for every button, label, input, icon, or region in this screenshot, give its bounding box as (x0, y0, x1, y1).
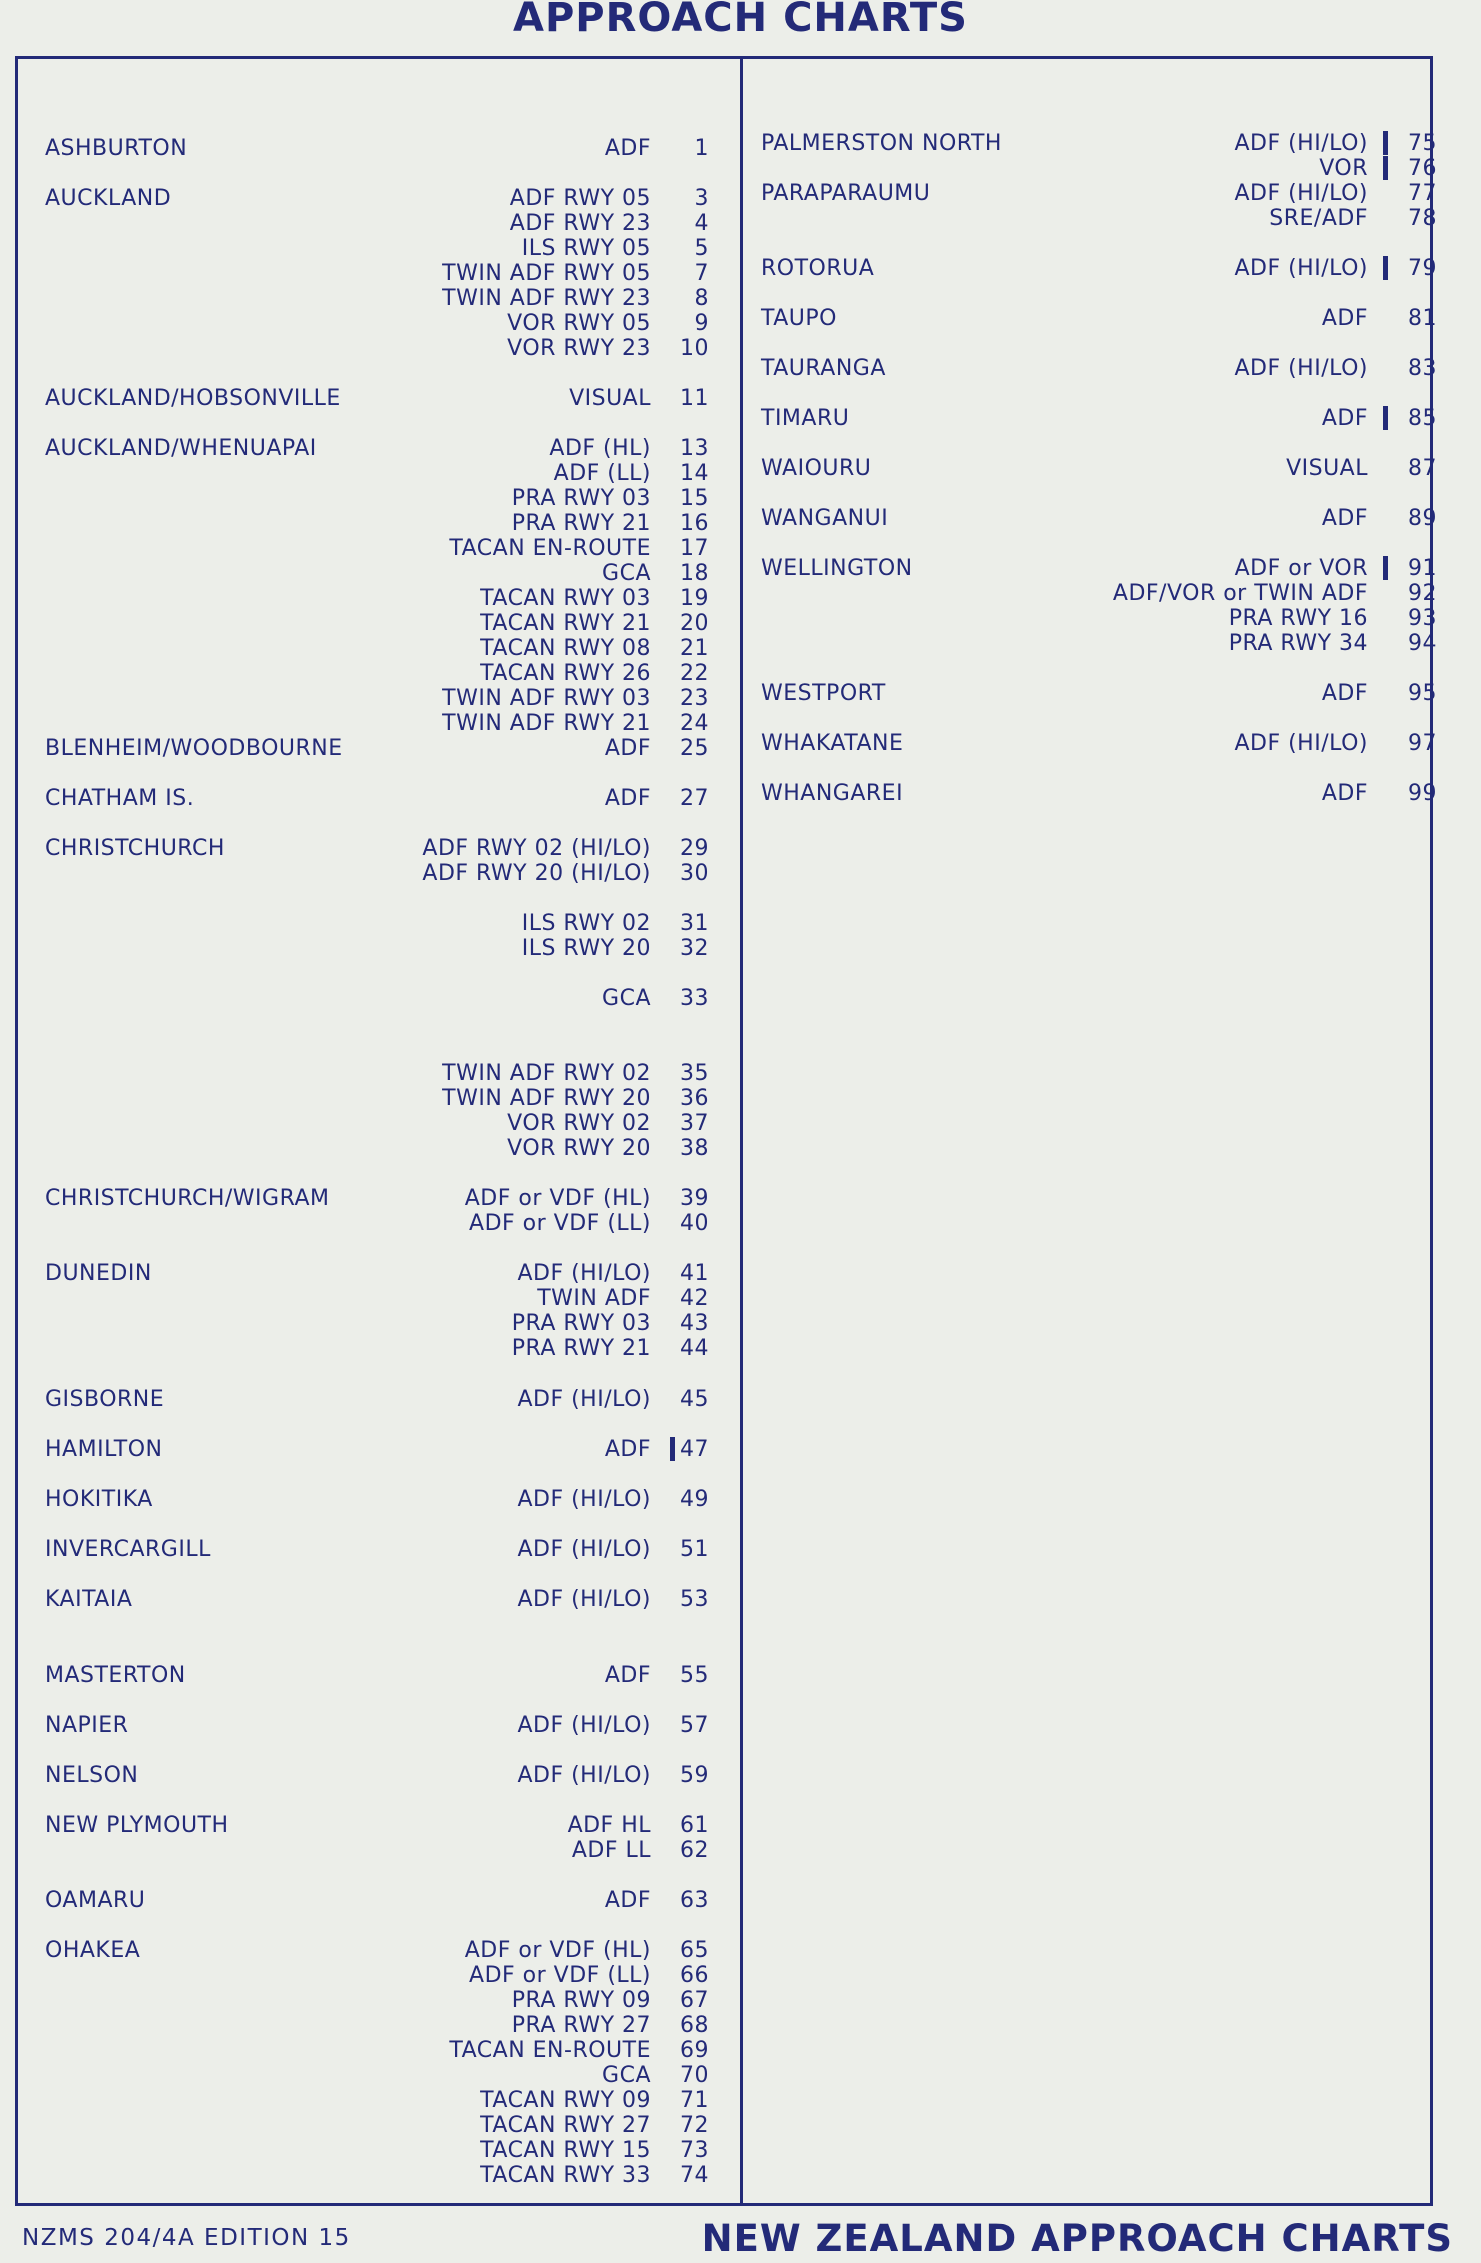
chart-type: ADF RWY 05 (509, 186, 651, 211)
chart-list (0, 1713, 1481, 1738)
chart-type: ADF (604, 786, 651, 811)
chart-row (0, 306, 1481, 331)
chart-list (0, 1587, 1481, 1612)
chart-type: ADF RWY 02 (HI/LO) (422, 836, 651, 861)
chart-row (0, 1988, 1481, 2013)
chart-type: ADF (HI/LO) (1234, 131, 1368, 156)
location-name: INVERCARGILL (45, 1537, 211, 1562)
chart-list (0, 986, 1481, 1011)
chart-row (0, 1387, 1481, 1412)
chart-number: 35 (680, 1061, 709, 1086)
chart-number: 39 (680, 1186, 709, 1211)
chart-row (0, 1663, 1481, 1688)
chart-row (0, 631, 1481, 656)
chart-number: 41 (680, 1261, 709, 1286)
chart-row (0, 1111, 1481, 1136)
chart-type: TWIN ADF RWY 20 (442, 1086, 651, 1111)
chart-list (0, 1387, 1481, 1412)
chart-list (0, 556, 1481, 656)
chart-number: 37 (680, 1111, 709, 1136)
chart-list (0, 1938, 1481, 2188)
chart-type: TACAN RWY 26 (480, 661, 651, 686)
chart-type: ADF (HI/LO) (1234, 181, 1368, 206)
chart-list (0, 1537, 1481, 1562)
chart-number: 57 (680, 1713, 709, 1738)
chart-type: ADF or VDF (HL) (464, 1186, 651, 1211)
chart-type: ADF/VOR or TWIN ADF (1112, 581, 1368, 606)
chart-type: TACAN RWY 08 (480, 636, 651, 661)
chart-number: 63 (680, 1888, 709, 1913)
chart-row (0, 1487, 1481, 1512)
chart-number: 53 (680, 1587, 709, 1612)
chart-number: 47 (680, 1437, 709, 1462)
chart-row (0, 986, 1481, 1011)
chart-type: ADF (HI/LO) (1234, 731, 1368, 756)
chart-row (0, 1938, 1481, 1963)
chart-row (0, 2038, 1481, 2063)
location-name: AUCKLAND/WHENUAPAI (45, 436, 317, 461)
chart-number: 65 (680, 1938, 709, 1963)
chart-list (0, 731, 1481, 756)
chart-number: 33 (680, 986, 709, 1011)
chart-type: VISUAL (569, 386, 651, 411)
chart-number: 20 (680, 611, 709, 636)
chart-row (0, 131, 1481, 156)
chart-list (0, 506, 1481, 531)
amendment-bar (1383, 556, 1388, 580)
chart-row (0, 506, 1481, 531)
chart-type: VOR (1319, 156, 1368, 181)
chart-number: 89 (1408, 506, 1437, 531)
location-name: KAITAIA (45, 1587, 133, 1612)
chart-number: 66 (680, 1963, 709, 1988)
chart-number: 45 (680, 1387, 709, 1412)
location-name: CHRISTCHURCH (45, 836, 225, 861)
chart-list (0, 836, 1481, 886)
chart-number: 81 (1408, 306, 1437, 331)
chart-type: ADF (1321, 506, 1368, 531)
chart-type: VOR RWY 23 (507, 336, 651, 361)
amendment-bar (1383, 156, 1388, 180)
chart-type: TWIN ADF RWY 05 (442, 261, 651, 286)
chart-row (0, 606, 1481, 631)
chart-type: ADF (1321, 306, 1368, 331)
chart-number: 79 (1408, 256, 1437, 281)
chart-row (0, 356, 1481, 381)
chart-list (0, 1261, 1481, 1361)
chart-type: ADF RWY 23 (509, 211, 651, 236)
chart-number: 91 (1408, 556, 1437, 581)
chart-list (0, 681, 1481, 706)
chart-type: PRA RWY 21 (511, 511, 651, 536)
chart-type: ADF (HI/LO) (517, 1587, 651, 1612)
chart-row (0, 181, 1481, 206)
chart-list (0, 1763, 1481, 1788)
location-name: NAPIER (45, 1713, 129, 1738)
chart-list (0, 256, 1481, 281)
chart-type: ADF (HL) (549, 436, 651, 461)
chart-number: 70 (680, 2063, 709, 2088)
chart-type: PRA RWY 16 (1228, 606, 1368, 631)
chart-type: ADF or VOR (1234, 556, 1368, 581)
chart-list (0, 1061, 1481, 1161)
chart-number: 40 (680, 1211, 709, 1236)
chart-number: 87 (1408, 456, 1437, 481)
chart-row (0, 156, 1481, 181)
chart-number: 59 (680, 1763, 709, 1788)
chart-row (0, 456, 1481, 481)
chart-number: 61 (680, 1813, 709, 1838)
chart-type: VISUAL (1286, 456, 1368, 481)
chart-row (0, 1136, 1481, 1161)
chart-number: 71 (680, 2088, 709, 2113)
chart-number: 16 (680, 511, 709, 536)
edition-label: NZMS 204/4A EDITION 15 (22, 2225, 351, 2251)
chart-number: 67 (680, 1988, 709, 2013)
chart-number: 94 (1408, 631, 1437, 656)
chart-row (0, 2138, 1481, 2163)
chart-list (0, 1437, 1481, 1462)
location-name: AUCKLAND/HOBSONVILLE (45, 386, 341, 411)
chart-type: ILS RWY 02 (521, 911, 651, 936)
chart-number: 13 (680, 436, 709, 461)
chart-number: 99 (1408, 781, 1437, 806)
chart-type: TWIN ADF RWY 02 (442, 1061, 651, 1086)
chart-type: TACAN RWY 21 (480, 611, 651, 636)
chart-number: 32 (680, 936, 709, 961)
chart-number: 1 (694, 136, 709, 161)
chart-number: 18 (680, 561, 709, 586)
chart-number: 44 (680, 1336, 709, 1361)
chart-list (0, 181, 1481, 231)
chart-list (0, 1487, 1481, 1512)
chart-list (0, 911, 1481, 961)
chart-row (0, 911, 1481, 936)
chart-number: 7 (694, 261, 709, 286)
chart-number: 31 (680, 911, 709, 936)
chart-row (0, 1838, 1481, 1863)
chart-number: 43 (680, 1311, 709, 1336)
chart-type: TWIN ADF (537, 1286, 651, 1311)
chart-type: SRE/ADF (1269, 206, 1368, 231)
chart-type: ADF or VDF (LL) (469, 1963, 651, 1988)
chart-type: VOR RWY 20 (507, 1136, 651, 1161)
chart-list (0, 781, 1481, 806)
chart-type: TWIN ADF RWY 03 (442, 686, 651, 711)
chart-number: 97 (1408, 731, 1437, 756)
chart-type: TACAN RWY 27 (480, 2113, 651, 2138)
chart-type: PRA RWY 34 (1228, 631, 1368, 656)
location-name: DUNEDIN (45, 1261, 152, 1286)
location-name: WELLINGTON (761, 556, 913, 581)
amendment-bar (1383, 256, 1388, 280)
chart-number: 42 (680, 1286, 709, 1311)
chart-row (0, 1437, 1481, 1462)
chart-type: TACAN RWY 15 (480, 2138, 651, 2163)
chart-type: ADF (604, 1888, 651, 1913)
chart-row (0, 1311, 1481, 1336)
chart-number: 11 (680, 386, 709, 411)
chart-type: ILS RWY 05 (521, 236, 651, 261)
chart-type: TACAN EN-ROUTE (449, 2038, 651, 2063)
location-name: CHATHAM IS. (45, 786, 195, 811)
chart-number: 68 (680, 2013, 709, 2038)
location-name: WESTPORT (761, 681, 886, 706)
chart-row (0, 1963, 1481, 1988)
chart-number: 55 (680, 1663, 709, 1688)
chart-list (0, 406, 1481, 431)
chart-row (0, 1286, 1481, 1311)
chart-type: ADF (1321, 681, 1368, 706)
chart-number: 85 (1408, 406, 1437, 431)
chart-type: ADF or VDF (LL) (469, 1211, 651, 1236)
chart-row (0, 406, 1481, 431)
chart-row (0, 731, 1481, 756)
chart-type: GCA (602, 561, 651, 586)
chart-row (0, 581, 1481, 606)
chart-type: TACAN RWY 03 (480, 586, 651, 611)
chart-type: GCA (602, 986, 651, 1011)
chart-number: 62 (680, 1838, 709, 1863)
chart-type: VOR RWY 02 (507, 1111, 651, 1136)
location-name: AUCKLAND (45, 186, 172, 211)
chart-number: 25 (680, 736, 709, 761)
amendment-bar (670, 1437, 675, 1461)
chart-row (0, 681, 1481, 706)
chart-type: ADF (HI/LO) (517, 1763, 651, 1788)
chart-number: 93 (1408, 606, 1437, 631)
chart-type: ADF (HI/LO) (517, 1261, 651, 1286)
chart-row (0, 2113, 1481, 2138)
chart-row (0, 556, 1481, 581)
chart-row (0, 1186, 1481, 1211)
chart-type: ADF (HI/LO) (1234, 356, 1368, 381)
chart-row (0, 1537, 1481, 1562)
chart-list (0, 306, 1481, 331)
chart-number: 24 (680, 711, 709, 736)
chart-type: ADF RWY 20 (HI/LO) (422, 861, 651, 886)
chart-type: ADF (HI/LO) (517, 1387, 651, 1412)
location-name: GISBORNE (45, 1387, 165, 1412)
chart-type: VOR RWY 05 (507, 311, 651, 336)
chart-row (0, 1763, 1481, 1788)
chart-type: TACAN RWY 09 (480, 2088, 651, 2113)
chart-number: 23 (680, 686, 709, 711)
chart-type: ADF (HI/LO) (517, 1537, 651, 1562)
page-title: APPROACH CHARTS (513, 0, 968, 41)
chart-row (0, 1261, 1481, 1286)
chart-type: ADF (LL) (553, 461, 651, 486)
chart-type: ADF LL (571, 1838, 651, 1863)
chart-number: 3 (694, 186, 709, 211)
chart-list (0, 1186, 1481, 1236)
chart-row (0, 1813, 1481, 1838)
chart-number: 69 (680, 2038, 709, 2063)
chart-number: 21 (680, 636, 709, 661)
location-name: ASHBURTON (45, 136, 188, 161)
chart-row (0, 2163, 1481, 2188)
location-name: BLENHEIM/WOODBOURNE (45, 736, 343, 761)
chart-number: 95 (1408, 681, 1437, 706)
chart-number: 14 (680, 461, 709, 486)
chart-row (0, 2013, 1481, 2038)
chart-type: ADF or VDF (HL) (464, 1938, 651, 1963)
chart-row (0, 861, 1481, 886)
chart-number: 22 (680, 661, 709, 686)
chart-number: 27 (680, 786, 709, 811)
chart-type: TACAN RWY 33 (480, 2163, 651, 2188)
chart-type: TWIN ADF RWY 23 (442, 286, 651, 311)
chart-type: PRA RWY 03 (511, 486, 651, 511)
chart-row (0, 1061, 1481, 1086)
chart-row (0, 936, 1481, 961)
chart-type: PRA RWY 27 (511, 2013, 651, 2038)
chart-type: ADF (1321, 781, 1368, 806)
chart-type: TWIN ADF RWY 21 (442, 711, 651, 736)
chart-number: 30 (680, 861, 709, 886)
location-name: TAUPO (761, 306, 837, 331)
chart-number: 51 (680, 1537, 709, 1562)
chart-number: 73 (680, 2138, 709, 2163)
chart-type: PRA RWY 09 (511, 1988, 651, 2013)
location-name: OAMARU (45, 1888, 146, 1913)
location-name: TAURANGA (761, 356, 886, 381)
chart-number: 19 (680, 586, 709, 611)
location-name: MASTERTON (45, 1663, 186, 1688)
location-name: WANGANUI (761, 506, 889, 531)
location-name: TIMARU (761, 406, 850, 431)
chart-list (0, 456, 1481, 481)
chart-type: ADF (604, 1663, 651, 1688)
chart-number: 49 (680, 1487, 709, 1512)
chart-type: ADF (604, 136, 651, 161)
chart-type: GCA (602, 2063, 651, 2088)
location-name: CHRISTCHURCH/WIGRAM (45, 1186, 330, 1211)
chart-row (0, 836, 1481, 861)
chart-number: 36 (680, 1086, 709, 1111)
chart-number: 83 (1408, 356, 1437, 381)
chart-number: 72 (680, 2113, 709, 2138)
footer-title: NEW ZEALAND APPROACH CHARTS (701, 2217, 1453, 2260)
chart-list (0, 131, 1481, 181)
location-name: HAMILTON (45, 1437, 163, 1462)
chart-type: TACAN EN-ROUTE (449, 536, 651, 561)
chart-list (0, 1663, 1481, 1688)
location-name: PALMERSTON NORTH (761, 131, 1002, 156)
amendment-bar (1383, 131, 1388, 155)
chart-number: 17 (680, 536, 709, 561)
chart-row (0, 1211, 1481, 1236)
chart-row (0, 781, 1481, 806)
chart-number: 29 (680, 836, 709, 861)
chart-number: 8 (694, 286, 709, 311)
location-name: ROTORUA (761, 256, 875, 281)
chart-type: ADF (HI/LO) (1234, 256, 1368, 281)
chart-number: 4 (694, 211, 709, 236)
chart-type: ADF (604, 736, 651, 761)
chart-number: 10 (680, 336, 709, 361)
chart-list (0, 356, 1481, 381)
chart-number: 74 (680, 2163, 709, 2188)
location-name: WAIOURU (761, 456, 872, 481)
chart-number: 5 (694, 236, 709, 261)
chart-type: ADF (HI/LO) (517, 1487, 651, 1512)
location-name: WHANGAREI (761, 781, 904, 806)
chart-number: 92 (1408, 581, 1437, 606)
chart-type: ADF (HI/LO) (517, 1713, 651, 1738)
location-name: NELSON (45, 1763, 139, 1788)
chart-number: 15 (680, 486, 709, 511)
chart-number: 75 (1408, 131, 1437, 156)
chart-type: ADF (604, 1437, 651, 1462)
chart-row (0, 1086, 1481, 1111)
chart-type: ILS RWY 20 (521, 936, 651, 961)
chart-row (0, 2063, 1481, 2088)
chart-list (0, 1888, 1481, 1913)
location-name: PARAPARAUMU (761, 181, 931, 206)
chart-row (0, 1587, 1481, 1612)
chart-row (0, 206, 1481, 231)
chart-row (0, 256, 1481, 281)
location-name: HOKITIKA (45, 1487, 153, 1512)
chart-type: ADF HL (567, 1813, 651, 1838)
chart-number: 38 (680, 1136, 709, 1161)
location-name: WHAKATANE (761, 731, 904, 756)
chart-type: PRA RWY 03 (511, 1311, 651, 1336)
location-name: OHAKEA (45, 1938, 141, 1963)
chart-type: ADF (1321, 406, 1368, 431)
amendment-bar (1383, 406, 1388, 430)
chart-number: 9 (694, 311, 709, 336)
chart-list (0, 1813, 1481, 1863)
location-name: NEW PLYMOUTH (45, 1813, 229, 1838)
chart-row (0, 2088, 1481, 2113)
chart-type: PRA RWY 21 (511, 1336, 651, 1361)
chart-number: 77 (1408, 181, 1437, 206)
chart-row (0, 1713, 1481, 1738)
chart-row (0, 1888, 1481, 1913)
chart-row (0, 1336, 1481, 1361)
chart-number: 78 (1408, 206, 1437, 231)
chart-number: 76 (1408, 156, 1437, 181)
